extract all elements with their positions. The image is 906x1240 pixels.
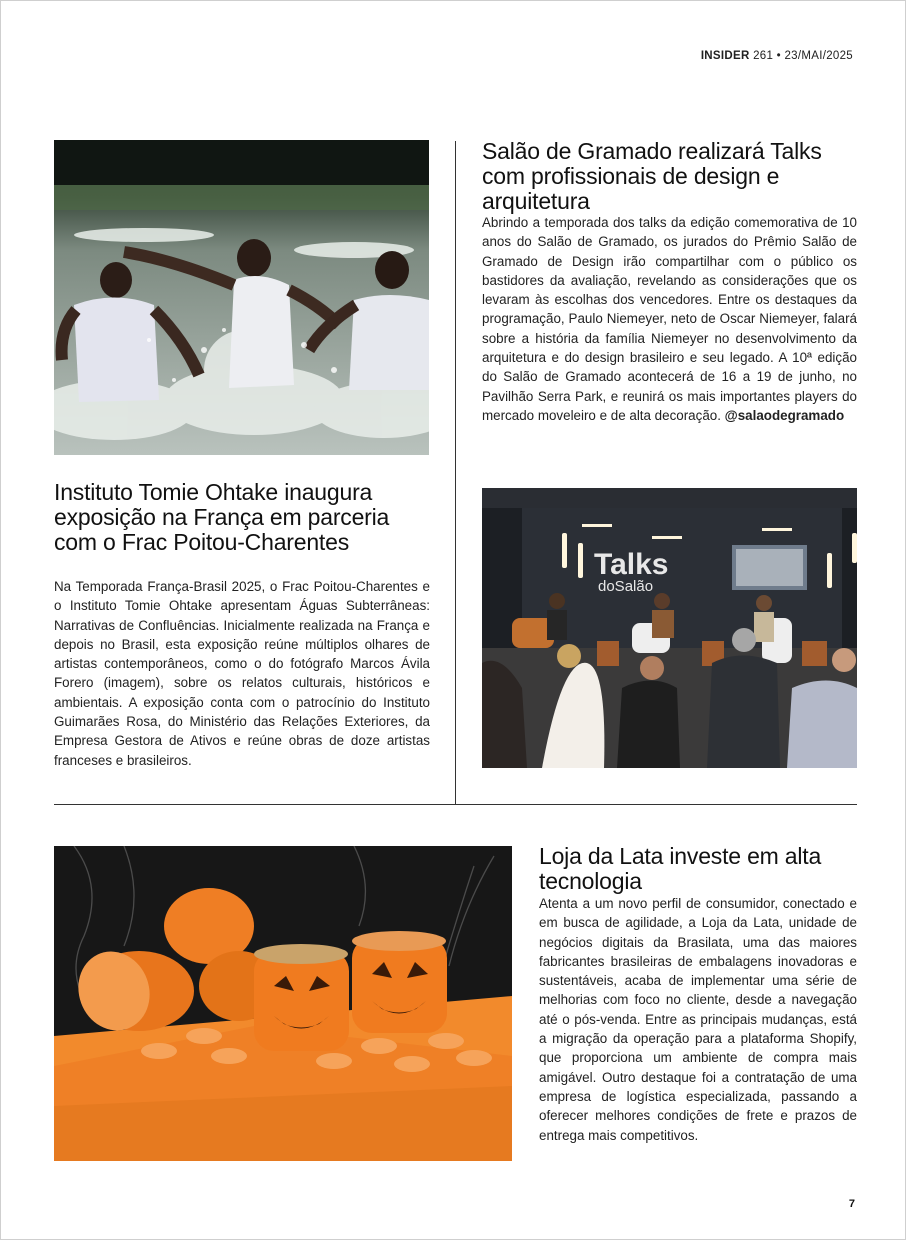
article-1-headline: Instituto Tomie Ohtake inaugura exposição na França em parceria com o Frac Poitou-Charentes: [54, 479, 390, 555]
talks-sign-line2: doSalão: [598, 578, 654, 595]
header-separator: •: [776, 50, 781, 62]
article-3-headline: Loja da Lata investe em alta tecnologia: [539, 843, 822, 894]
article-2-body: [482, 213, 857, 425]
issue-number: 261: [753, 50, 774, 62]
column-divider: [455, 141, 456, 805]
instagram-handle: @salaodegramado: [724, 407, 845, 423]
section-divider: [54, 804, 857, 805]
talks-sign-line1: Talks: [594, 548, 669, 581]
article-2-body-text: Abrindo a temporada dos talks da edição comemorativa de 10 anos do Salão de Gramado, os jurados do Prêmio Salão de Gramado de Design irão compartilhar com o público os bastidores da avaliação, revelando as considerações que os levaram às escolhas dos vencedores. Entre os destaques da programação, Paulo Niemeyer, neto de Oscar Niemeyer, falará sobre a história da família Niemeyer no desenvolvimento da arquitetura e do design brasileiro e seu legado. A 10ª edição do Salão de Gramado acontecerá de 16 a 19 de junho, no Pavilhão Serra Park, e reunirá os mais importantes players do mercado moveleiro e de alta decoração.: [482, 215, 857, 423]
river-bathers-photo: [54, 140, 429, 455]
page-number: 7: [848, 1198, 855, 1210]
article-1-body: Na Temporada França-Brasil 2025, o Frac Poitou-Charentes e o Instituto Tomie Ohtake apresentam Águas Subterrâneas: Narrativas de Confluências. Inicialmente realizada na França e depois no Brasil, esta exposição reúne múltiplos olhares de artistas contemporâneos, como o do fotógrafo Marcos Ávila Forero (imagem), sobre os relatos culturais, históricos e ambientais. A exposição conta com o patrocínio do Instituto Guimarães Rosa, do Ministério das Relações Exteriores, da Empresa Gestora de Ativos e reúne obras de doze artistas franceses e brasileiros.: [54, 579, 430, 768]
pumpkin-cans-photo: [54, 846, 512, 1161]
article-3-body: Atenta a um novo perfil de consumidor, conectado e em busca de agilidade, a Loja da Lata, unidade de negócios digitais da Brasilata, uma das maiores fabricantes brasileiras de embalagens inovadoras e sustentáveis, acaba de implementar uma série de melhorias com foco no cliente, desde a navegação até o pós-venda. Entre as principais mudanças, está a migração da operação para a plataforma Shopify, que proporciona um ambiente de compra mais amigável. Outro destaque foi a contratação de uma empresa de logística especializada, passando a oferecer melhores condições de frete e prazos de entrega mais competitivos.: [539, 896, 857, 1143]
publication-name: INSIDER: [700, 50, 750, 62]
issue-date: 23/MAI/2025: [784, 50, 853, 62]
issue-header: [701, 50, 853, 62]
talks-event-photo: [482, 488, 857, 768]
article-2-headline: Salão de Gramado realizará Talks com profissionais de design e arquitetura: [482, 138, 822, 214]
